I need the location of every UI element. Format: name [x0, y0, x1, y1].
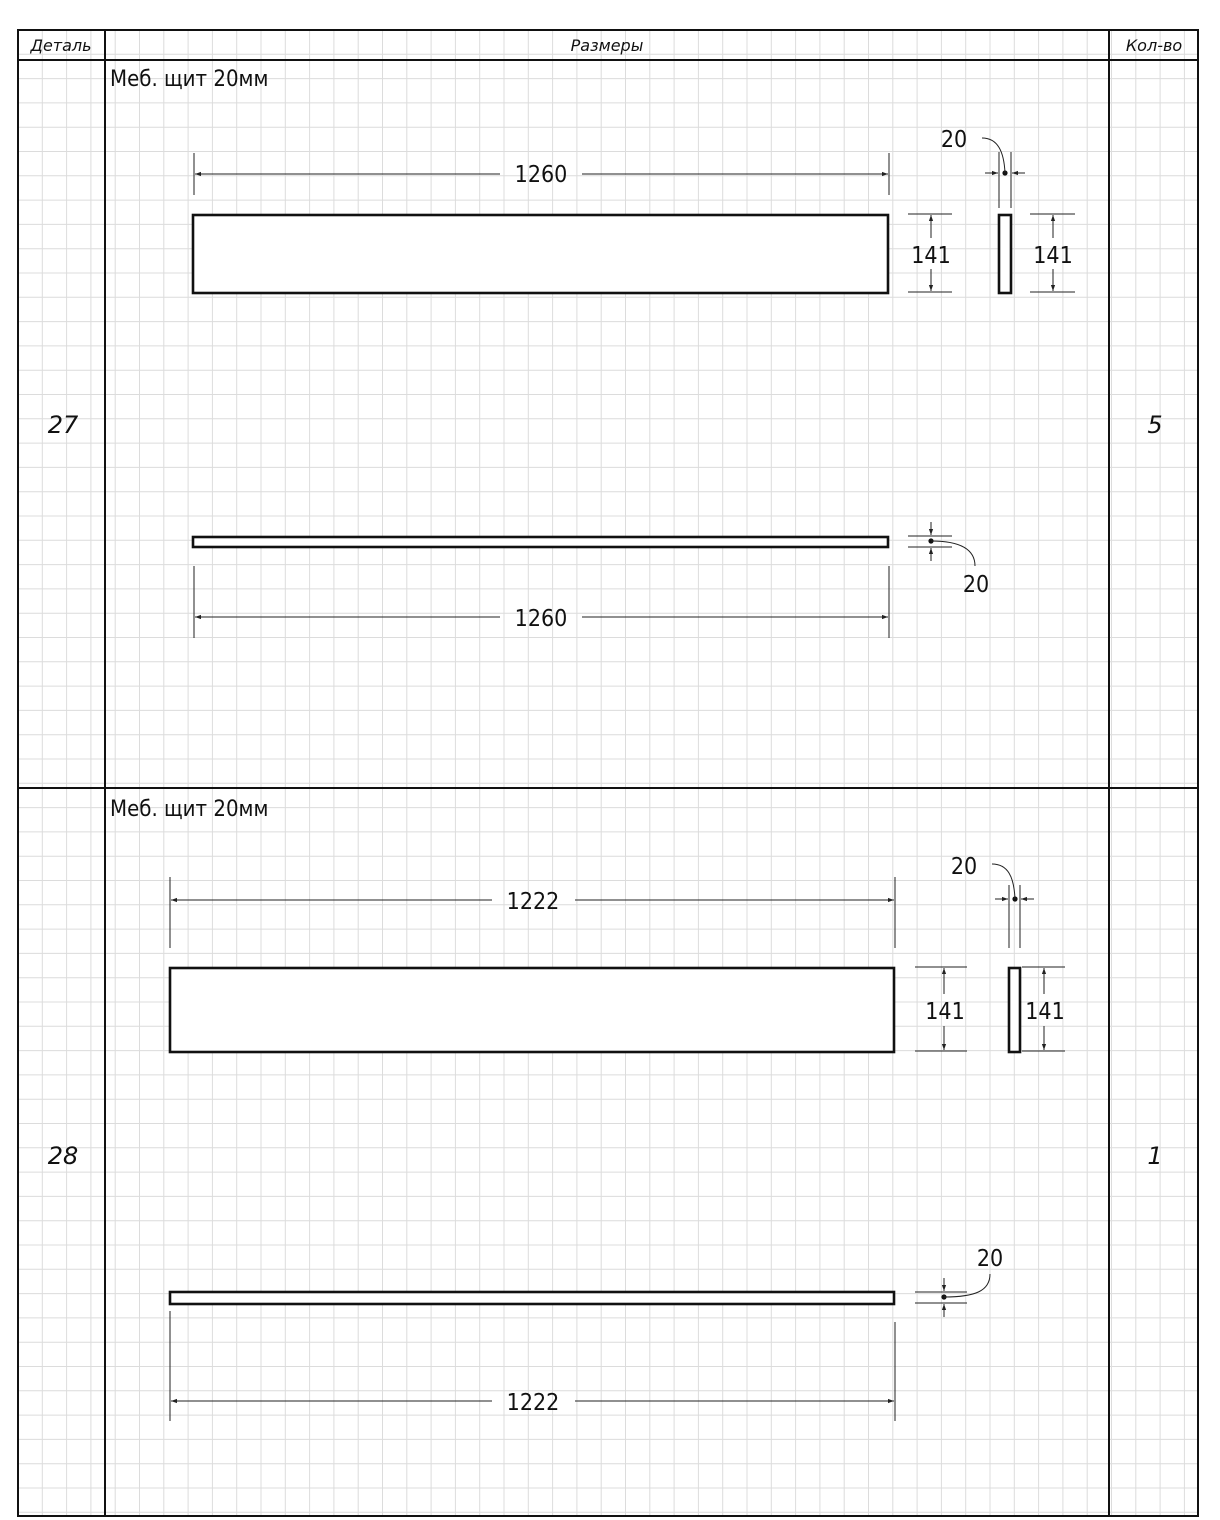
header-dimensions-label: Размеры [570, 36, 644, 55]
width-value-edge: 141 [1033, 243, 1073, 269]
header-part-label: Деталь [30, 36, 92, 55]
thickness-value: 20 [940, 127, 968, 153]
thickness-value-bottom: 20 [962, 572, 990, 598]
board-top-view [170, 1292, 894, 1304]
length-value: 1260 [514, 162, 568, 188]
thickness-value-bottom: 20 [976, 1246, 1004, 1272]
part-number: 28 [47, 1142, 79, 1170]
board-top-view [193, 537, 888, 547]
length-value: 1222 [506, 889, 560, 915]
board-face-view [170, 968, 894, 1052]
board-face-view [193, 215, 888, 293]
part-quantity: 5 [1147, 411, 1163, 439]
length-value-bottom: 1260 [514, 606, 568, 632]
width-value: 141 [911, 243, 951, 269]
part-number: 27 [47, 411, 79, 439]
material-label: Меб. щит 20мм [110, 67, 269, 92]
length-value-bottom: 1222 [506, 1390, 560, 1416]
width-value-edge: 141 [1025, 999, 1065, 1025]
header-quantity-label: Кол-во [1125, 36, 1183, 55]
board-edge-view [999, 215, 1011, 293]
material-label: Меб. щит 20мм [110, 797, 269, 822]
board-edge-view [1009, 968, 1020, 1052]
width-value: 141 [925, 999, 965, 1025]
thickness-value: 20 [950, 854, 978, 880]
part-quantity: 1 [1147, 1142, 1163, 1170]
